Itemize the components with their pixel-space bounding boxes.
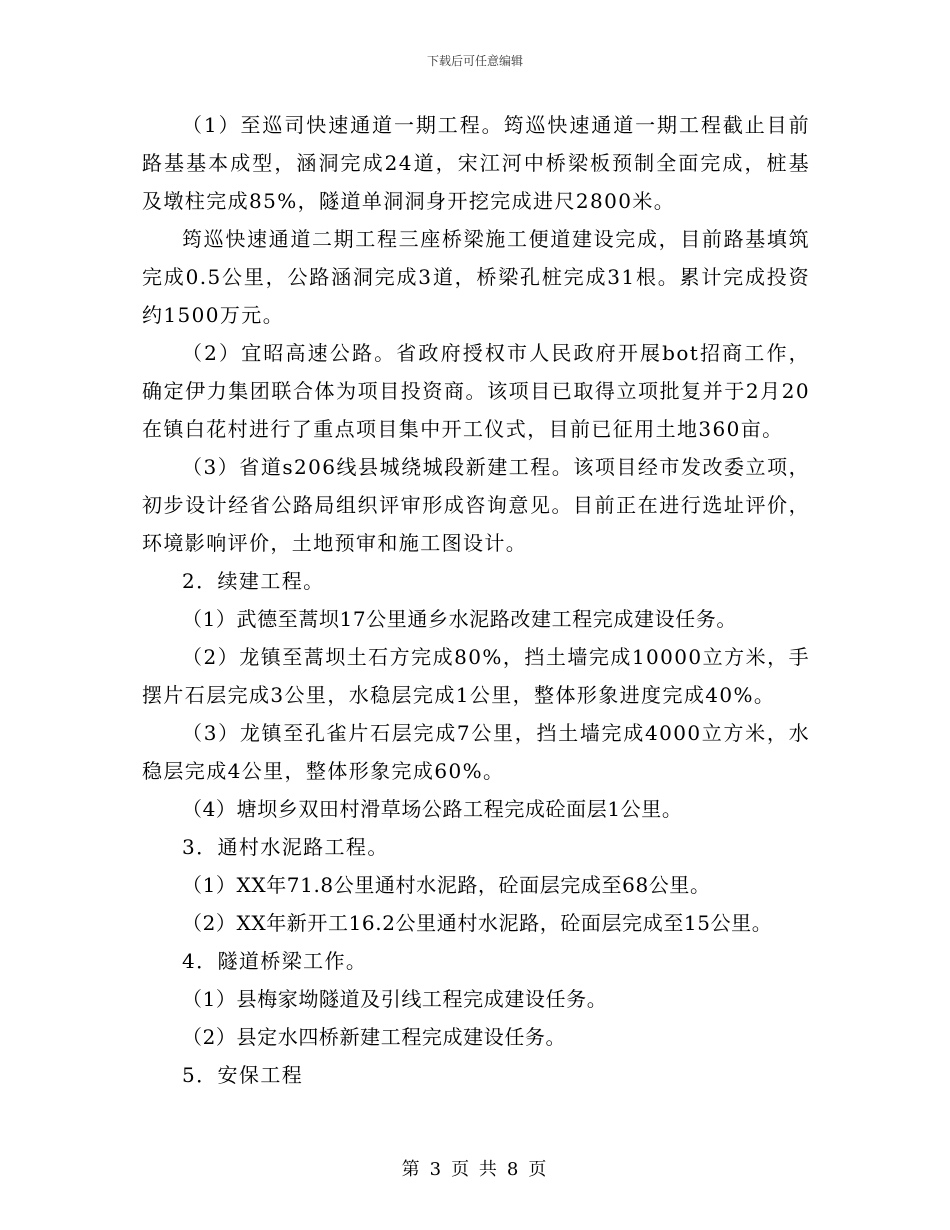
section-heading-safety-works: 5．安保工程 [182, 1063, 304, 1087]
paragraph-yizhao-highway: （2）宜昭高速公路。省政府授权市人民政府开展bot招商工作，确定伊力集团联合体为项目投资商。该项目已取得立项批复并于2月20在镇白花村进行了重点项目集中开工仪式，目前已征用土地360亩。 [142, 341, 810, 441]
list-item: （1）武德至蒿坝17公里通乡水泥路改建工程完成建设任务。 [182, 607, 737, 631]
page-header: 下载后可任意编辑 [426, 54, 523, 68]
paragraph-s206-road: （3）省道s206线县城绕城段新建工程。该项目经市发改委立项，初步设计经省公路局组织评审形成咨询意见。目前正在进行选址评价，环境影响评价，土地预审和施工图设计。 [142, 455, 810, 555]
list-item: （3）龙镇至孔雀片石层完成7公里，挡土墙完成4000立方米，水稳层完成4公里，整体形象完成60%。 [142, 721, 810, 783]
section-heading-tunnels-bridges: 4．隧道桥梁工作。 [182, 949, 368, 973]
paragraph-expressway-phase2: 筠巡快速通道二期工程三座桥梁施工便道建设完成，目前路基填筑完成0.5公里，公路涵洞完成3道，桥梁孔桩完成31根。累计完成投资约1500万元。 [142, 227, 810, 327]
document-body [142, 106, 810, 1094]
footer-middle: 页 共 [451, 1159, 499, 1180]
footer-suffix: 页 [528, 1159, 549, 1180]
total-page-count: 8 [506, 1159, 521, 1180]
footer-prefix: 第 [401, 1159, 422, 1180]
list-item: （1）县梅家坳隧道及引线工程完成建设任务。 [182, 987, 608, 1011]
list-item: （2）XX年新开工16.2公里通村水泥路，砼面层完成至15公里。 [182, 911, 773, 935]
list-item: （2）龙镇至蒿坝土石方完成80%，挡土墙完成10000立方米，手摆片石层完成3公里，水稳层完成1公里，整体形象进度完成40%。 [142, 645, 810, 707]
section-heading-village-roads: 3．通村水泥路工程。 [182, 835, 389, 859]
section-heading-continued-works: 2．续建工程。 [182, 569, 325, 593]
page-number-footer [0, 1155, 950, 1181]
list-item: （4）塘坝乡双田村滑草场公路工程完成砼面层1公里。 [182, 797, 683, 821]
paragraph-expressway-phase1: （1）至巡司快速通道一期工程。筠巡快速通道一期工程截止目前路基基本成型，涵洞完成24道，宋江河中桥梁板预制全面完成，桩基及墩柱完成85%，隧道单洞洞身开挖完成进尺2800米。 [142, 113, 810, 213]
list-item: （2）县定水四桥新建工程完成建设任务。 [182, 1025, 567, 1049]
current-page-number: 3 [429, 1159, 444, 1180]
list-item: （1）XX年71.8公里通村水泥路，砼面层完成至68公里。 [182, 873, 711, 897]
